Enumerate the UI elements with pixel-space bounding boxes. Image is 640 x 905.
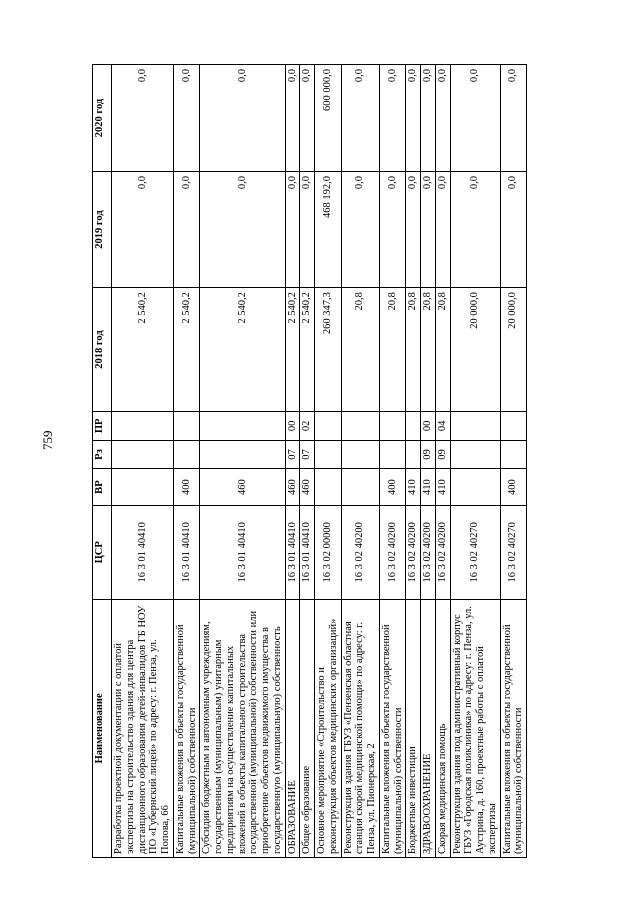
cell-name: Основное мероприятие «Строительство и реконструкция объектов медицинских организаций» xyxy=(315,599,342,857)
cell-2019: 0,0 xyxy=(112,171,174,287)
header-2018: 2018 год xyxy=(93,288,112,412)
cell-rz: 07 xyxy=(285,440,300,469)
cell-2018: 20 000,0 xyxy=(500,288,527,412)
cell-2019: 0,0 xyxy=(450,171,500,287)
cell-name: ЗДРАВООХРАНЕНИЕ xyxy=(421,599,436,857)
cell-rz: 09 xyxy=(421,440,436,469)
cell-vr: 410 xyxy=(406,469,421,506)
cell-csr: 16 3 02 40200 xyxy=(379,505,406,599)
table-row xyxy=(300,65,315,858)
table-row xyxy=(435,65,450,858)
cell-2020: 0,0 xyxy=(300,65,315,172)
cell-2019: 0,0 xyxy=(200,171,285,287)
cell-2020: 0,0 xyxy=(450,65,500,172)
table-header-row xyxy=(93,65,112,858)
cell-vr: 460 xyxy=(300,469,315,506)
cell-rz xyxy=(315,440,342,469)
cell-2018: 20,8 xyxy=(379,288,406,412)
cell-vr xyxy=(315,469,342,506)
table-row xyxy=(200,65,285,858)
header-csr: ЦСР xyxy=(93,505,112,599)
cell-name: Скорая медицинская помощь xyxy=(435,599,450,857)
cell-name: ОБРАЗОВАНИЕ xyxy=(285,599,300,857)
cell-2018: 20,8 xyxy=(421,288,436,412)
cell-csr: 16 3 02 40200 xyxy=(435,505,450,599)
cell-csr: 16 3 02 40200 xyxy=(341,505,379,599)
header-2020: 2020 год xyxy=(93,65,112,172)
cell-pr xyxy=(379,411,406,440)
cell-2018: 20,8 xyxy=(406,288,421,412)
cell-vr: 410 xyxy=(421,469,436,506)
cell-csr: 16 3 01 40410 xyxy=(112,505,174,599)
cell-rz xyxy=(406,440,421,469)
cell-2018: 2 540,2 xyxy=(285,288,300,412)
cell-vr xyxy=(341,469,379,506)
cell-2020: 0,0 xyxy=(421,65,436,172)
cell-pr: 02 xyxy=(300,411,315,440)
cell-vr: 460 xyxy=(285,469,300,506)
cell-2018: 2 540,2 xyxy=(173,288,200,412)
cell-name: Общее образование xyxy=(300,599,315,857)
cell-pr xyxy=(112,411,174,440)
cell-vr: 460 xyxy=(200,469,285,506)
cell-name: Реконструкция здания ГБУЗ «Пензенская областная станция скорой медицинской помощи» по адресу: г. Пенза, ул. Пионерская, 2 xyxy=(341,599,379,857)
cell-vr: 400 xyxy=(379,469,406,506)
table-row xyxy=(421,65,436,858)
cell-rz xyxy=(173,440,200,469)
cell-pr: 04 xyxy=(435,411,450,440)
cell-2020: 0,0 xyxy=(173,65,200,172)
cell-csr: 16 3 02 40270 xyxy=(500,505,527,599)
cell-2019: 0,0 xyxy=(406,171,421,287)
table-row xyxy=(406,65,421,858)
cell-csr: 16 3 01 40410 xyxy=(173,505,200,599)
cell-2018: 20 000,0 xyxy=(450,288,500,412)
cell-name: Разработка проектной документации с оплатой экспертизы на строительство здания для центра дистанционного образования детей-инвалидов ГБ НОУ ПО «Губернский лицей» по адресу: г. Пенза, ул. Попова, 66 xyxy=(112,599,174,857)
cell-csr: 16 3 02 00000 xyxy=(315,505,342,599)
table-row xyxy=(315,65,342,858)
cell-name: Субсидии бюджетным и автономным учреждениям, государственным (муниципальным) унитарным предприятиям на осуществление капитальных вложений в объекты капитального строительства государственной (муниципальной) собственности или приобретение объектов недвижимого имущества в государственную (муниципальную) собственность xyxy=(200,599,285,857)
cell-name: Капитальные вложения в объекты государственной (муниципальной) собственности xyxy=(379,599,406,857)
cell-vr: 400 xyxy=(500,469,527,506)
header-pr: ПР xyxy=(93,411,112,440)
cell-2018: 2 540,2 xyxy=(300,288,315,412)
table-row xyxy=(500,65,527,858)
cell-2020: 0,0 xyxy=(341,65,379,172)
cell-name: Реконструкция здания под административный корпус ГБУЗ «Городская поликлиника» по адресу: г. Пенза, ул. Аустрина, д. 160, проектные работы с оплатой экспертизы xyxy=(450,599,500,857)
cell-pr xyxy=(173,411,200,440)
table-row xyxy=(450,65,500,858)
cell-2019: 0,0 xyxy=(285,171,300,287)
cell-2018: 2 540,2 xyxy=(200,288,285,412)
cell-rz xyxy=(450,440,500,469)
page-number: 759 xyxy=(40,430,55,450)
header-vr: ВР xyxy=(93,469,112,506)
cell-2019: 0,0 xyxy=(300,171,315,287)
cell-pr: 00 xyxy=(421,411,436,440)
cell-2019: 0,0 xyxy=(173,171,200,287)
cell-vr xyxy=(112,469,174,506)
cell-2018: 20,8 xyxy=(341,288,379,412)
cell-2019: 468 192,0 xyxy=(315,171,342,287)
cell-csr: 16 3 01 40410 xyxy=(300,505,315,599)
cell-2019: 0,0 xyxy=(379,171,406,287)
cell-pr xyxy=(450,411,500,440)
budget-table xyxy=(92,64,527,858)
cell-2018: 2 540,2 xyxy=(112,288,174,412)
cell-2020: 0,0 xyxy=(379,65,406,172)
cell-2018: 260 347,3 xyxy=(315,288,342,412)
table-row xyxy=(379,65,406,858)
cell-2019: 0,0 xyxy=(500,171,527,287)
cell-rz xyxy=(341,440,379,469)
cell-rz xyxy=(112,440,174,469)
cell-rz xyxy=(500,440,527,469)
cell-csr: 16 3 01 40410 xyxy=(285,505,300,599)
cell-csr: 16 3 02 40200 xyxy=(406,505,421,599)
cell-pr xyxy=(200,411,285,440)
cell-2020: 0,0 xyxy=(285,65,300,172)
cell-2020: 0,0 xyxy=(112,65,174,172)
cell-2019: 0,0 xyxy=(421,171,436,287)
cell-pr xyxy=(500,411,527,440)
cell-rz: 07 xyxy=(300,440,315,469)
header-2019: 2019 год xyxy=(93,171,112,287)
cell-name: Бюджетные инвестиции xyxy=(406,599,421,857)
table-row xyxy=(112,65,174,858)
rotated-table-container xyxy=(92,64,540,858)
cell-pr xyxy=(341,411,379,440)
header-name: Наименование xyxy=(93,599,112,857)
cell-pr: 00 xyxy=(285,411,300,440)
cell-2020: 600 000,0 xyxy=(315,65,342,172)
cell-pr xyxy=(406,411,421,440)
cell-2018: 20,8 xyxy=(435,288,450,412)
table-row xyxy=(173,65,200,858)
cell-rz: 09 xyxy=(435,440,450,469)
table-row xyxy=(341,65,379,858)
cell-name: Капитальные вложения в объекты государственной (муниципальной) собственности xyxy=(173,599,200,857)
cell-csr: 16 3 02 40270 xyxy=(450,505,500,599)
cell-vr: 410 xyxy=(435,469,450,506)
cell-2020: 0,0 xyxy=(435,65,450,172)
cell-pr xyxy=(315,411,342,440)
cell-2020: 0,0 xyxy=(500,65,527,172)
header-rz: Рз xyxy=(93,440,112,469)
cell-2020: 0,0 xyxy=(406,65,421,172)
cell-vr: 400 xyxy=(173,469,200,506)
cell-csr: 16 3 01 40410 xyxy=(200,505,285,599)
cell-2019: 0,0 xyxy=(341,171,379,287)
cell-rz xyxy=(200,440,285,469)
cell-2020: 0,0 xyxy=(200,65,285,172)
cell-name: Капитальные вложения в объекты государственной (муниципальной) собственности xyxy=(500,599,527,857)
table-row xyxy=(285,65,300,858)
cell-vr xyxy=(450,469,500,506)
cell-rz xyxy=(379,440,406,469)
cell-csr: 16 3 02 40200 xyxy=(421,505,436,599)
cell-2019: 0,0 xyxy=(435,171,450,287)
